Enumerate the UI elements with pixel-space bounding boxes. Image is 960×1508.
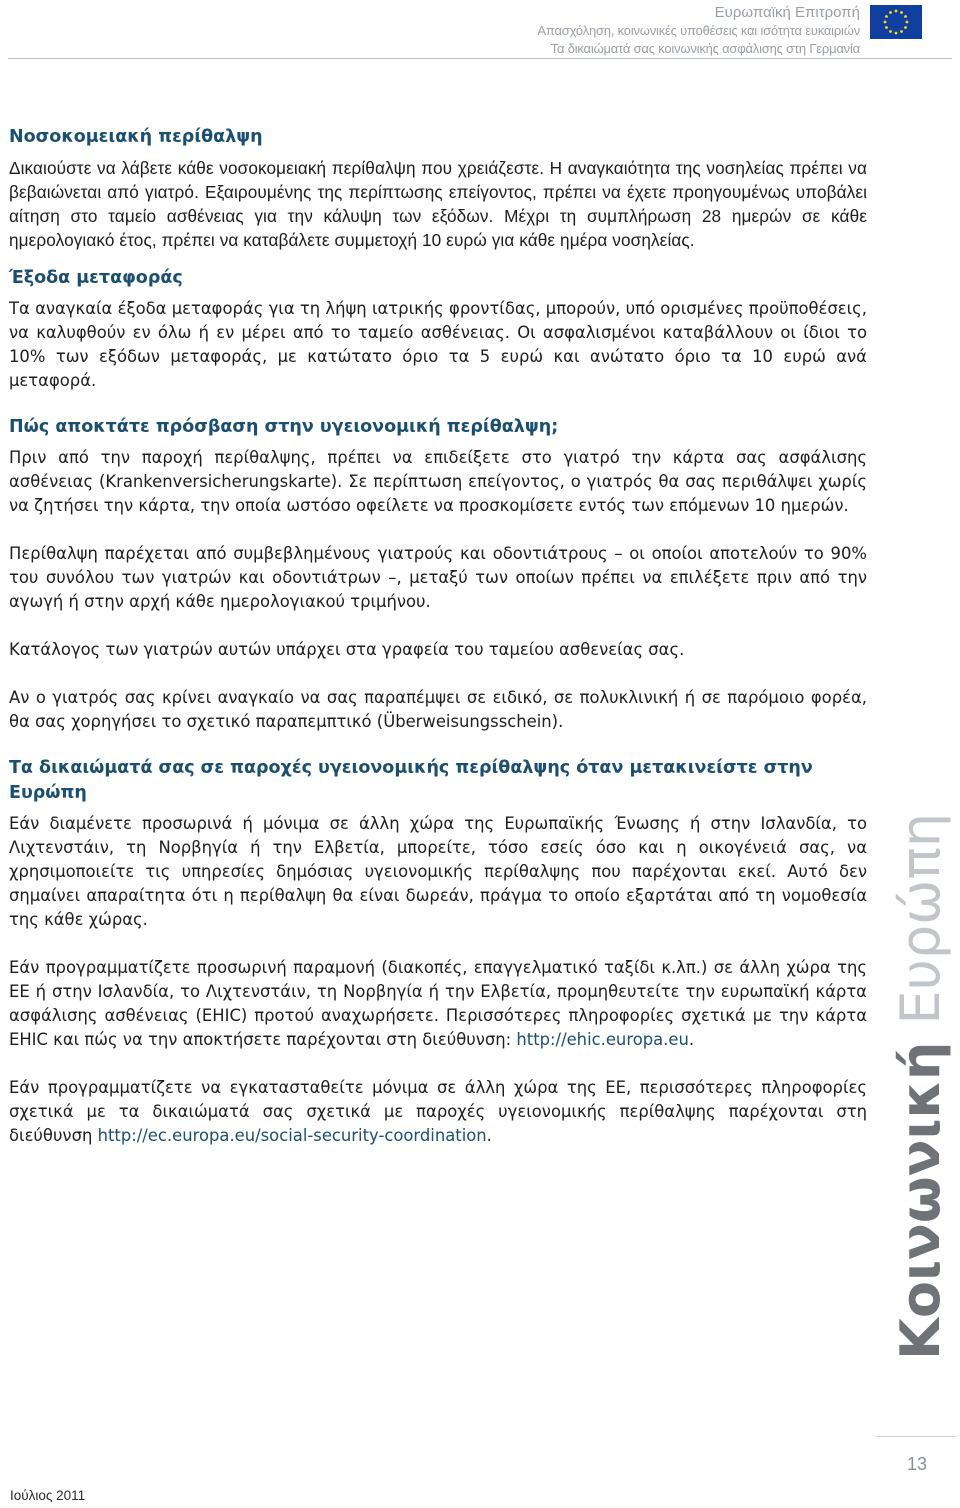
- europe-ehic-text: Εάν προγραμματίζετε προσωρινή παραμονή (διακοπές, επαγγελματικό ταξίδι κ.λπ.) σε άλλη χώρα της ΕΕ ή στην Ισλανδία, το Λιχτενστάιν, τη Νορβηγία ή την Ελβετία, προμηθευτείτε την ευρωπαϊκή κάρτα ασφάλισης ασθένειας (EHIC) προτού αναχωρήσετε. Περισσότερες πληροφορίες σχετικά με την κάρτα EHIC και πώς να την αποκτήσετε παρέχονται στη διεύθυνση:: [9, 958, 867, 1049]
- side-logo-word-social: Κοινωνική: [889, 1041, 952, 1360]
- access-paragraph-card: Πριν από την παροχή περίθαλψης, πρέπει να επιδείξετε στο γιατρό την κάρτα σας ασφάλισης ασθένειας (Krankenversicherungskarte). Σε περίπτωση επείγοντος, ο γιατρός θα σας περιθάλψει χωρίς να ζητήσει την κάρτα, την οποία ωστόσο οφείλετε να προσκομίσετε εντός των επόμενων 10 ημερών.: [9, 448, 867, 515]
- europe-paragraph-residence: Εάν διαμένετε προσωρινά ή μόνιμα σε άλλη χώρα της Ευρωπαϊκής Ένωσης ή στην Ισλανδία, το Λιχτενστάιν, τη Νορβηγία ή την Ελβετία, μπορείτε, τόσο εσείς όσο και η οικογένειά σας, να χρησιμοποιείτε τις υπηρεσίες δημόσιας υγειονομικής περίθαλψης που παρέχονται εκεί. Αυτό δεν σημαίνει απαραίτητα ότι η περίθαλψη θα είναι δωρεάν, πράγμα το οποίο εξαρτάται από τη νομοθεσία της κάθε χώρας.: [9, 814, 867, 929]
- europe-coordination-text: Εάν προγραμματίζετε να εγκατασταθείτε μόνιμα σε άλλη χώρα της ΕΕ, περισσότερες πληροφορίες σχετικά με τα δικαιώματά σας σχετικά με παροχές υγειονομικής περίθαλψης παρέχονται στη διεύθυνση: [9, 1078, 867, 1145]
- page-header: [0, 0, 960, 62]
- eu-flag-star: [885, 26, 888, 29]
- header-directorate: Απασχόληση, κοινωνικές υποθέσεις και ισότητα ευκαιριών: [537, 23, 860, 38]
- hospital-care-paragraph: Δικαιούστε να λάβετε κάθε νοσοκομειακή περίθαλψη που χρειάζεστε. Η αναγκαιότητα της νοσηλείας πρέπει να βεβαιώνεται από γιατρό. Εξαιρουμένης της περίπτωσης επείγοντος, πρέπει να έχετε προηγουμένως υποβάλει αίτηση στο ταμείο ασθένειας για την κάλυψη των εξόδων. Μέχρι τη συμπλήρωση 28 ημερών σε κάθε ημερολογιακό έτος, πρέπει να καταβάλετε συμμετοχή 10 ευρώ για κάθε ημέρα νοσηλείας.: [9, 158, 867, 250]
- eu-flag-star: [900, 11, 903, 14]
- access-paragraph-referral: Αν ο γιατρός σας κρίνει αναγκαίο να σας παραπέμψει σε ειδικό, σε πολυκλινική ή σε παρόμοιο φορέα, θα σας χορηγήσει το σχετικό παραπεμπτικό (Überweisungsschein).: [9, 688, 867, 731]
- eu-flag-star: [906, 21, 909, 24]
- section-title-transport-costs: Έξοδα μεταφοράς: [9, 268, 183, 288]
- section-title-access: Πώς αποκτάτε πρόσβαση στην υγειονομική περίθαλψη;: [9, 417, 559, 437]
- eu-flag-star: [904, 26, 907, 29]
- coordination-link[interactable]: http://ec.europa.eu/social-security-coordination: [97, 1126, 487, 1145]
- eu-flag-star: [900, 30, 903, 33]
- document-body: [9, 125, 867, 1148]
- section-title-hospital-care: Νοσοκομειακή περίθαλψη: [9, 127, 263, 147]
- eu-flag-icon: [870, 5, 922, 39]
- eu-flag-star: [885, 15, 888, 18]
- eu-flag-star: [884, 21, 887, 24]
- header-organization: Ευρωπαϊκή Επιτροπή: [714, 4, 860, 21]
- eu-flag-star: [895, 32, 898, 35]
- side-logo-word-europe: Ευρώπη: [889, 812, 952, 1025]
- eu-flag-star: [895, 10, 898, 13]
- eu-flag-star: [904, 15, 907, 18]
- social-europe-side-logo: [868, 812, 958, 1370]
- eu-flag-star: [889, 30, 892, 33]
- section-title-europe: Τα δικαιώματά σας σε παροχές υγειονομικής περίθαλψης όταν μετακινείστε στην Ευρώπη: [9, 758, 813, 803]
- header-text-block: [537, 4, 860, 58]
- page-number: 13: [906, 1454, 927, 1474]
- europe-paragraph-ehic: Εάν προγραμματίζετε προσωρινή παραμονή (διακοπές, επαγγελματικό ταξίδι κ.λπ.) σε άλλη χώρα της ΕΕ ή στην Ισλανδία, το Λιχτενστάιν, τη Νορβηγία ή την Ελβετία, προμηθευτείτε την ευρωπαϊκή κάρτα ασφάλισης ασθένειας (EHIC) προτού αναχωρήσετε. Περισσότερες πληροφορίες σχετικά με την κάρτα EHIC και πώς να την αποκτήσετε παρέχονται στη διεύθυνση: http://ehic.europa.eu.: [9, 958, 867, 1049]
- header-document-title: Τα δικαιώματά σας κοινωνικής ασφάλισης στη Γερμανία: [550, 41, 860, 56]
- europe-paragraph-coordination: Εάν προγραμματίζετε να εγκατασταθείτε μόνιμα σε άλλη χώρα της ΕΕ, περισσότερες πληροφορίες σχετικά με τα δικαιώματά σας σχετικά με παροχές υγειονομικής περίθαλψης παρέχονται στη διεύθυνση http://ec.europa.eu/social-security-coordination.: [9, 1078, 867, 1145]
- footer-date: Ιούλιος 2011: [10, 1488, 86, 1503]
- ehic-link[interactable]: http://ehic.europa.eu: [516, 1030, 689, 1049]
- page-number-divider: [876, 1436, 956, 1437]
- header-divider: [8, 58, 952, 59]
- eu-flag-star: [889, 11, 892, 14]
- access-paragraph-list: Κατάλογος των γιατρών αυτών υπάρχει στα γραφεία του ταμείου ασθενείας σας.: [9, 640, 685, 659]
- access-paragraph-doctors: Περίθαλψη παρέχεται από συμβεβλημένους γιατρούς και οδοντιάτρους – οι οποίοι αποτελούν το 90% του συνόλου των γιατρών και οδοντιάτρων –, μεταξύ των οποίων πρέπει να επιλέξετε πριν από την αγωγή ή στην αρχή κάθε ημερολογιακού τριμήνου.: [9, 544, 867, 611]
- transport-costs-paragraph: Τα αναγκαία έξοδα μεταφοράς για τη λήψη ιατρικής φροντίδας, μπορούν, υπό ορισμένες προϋποθέσεις, να καλυφθούν εν όλω ή εν μέρει από το ταμείο ασθένειας. Οι ασφαλισμένοι καταβάλλουν οι ίδιοι το 10% των εξόδων μεταφοράς, με κατώτατο όριο τα 5 ευρώ και ανώτατο όριο τα 10 ευρώ ανά μεταφορά.: [9, 299, 867, 390]
